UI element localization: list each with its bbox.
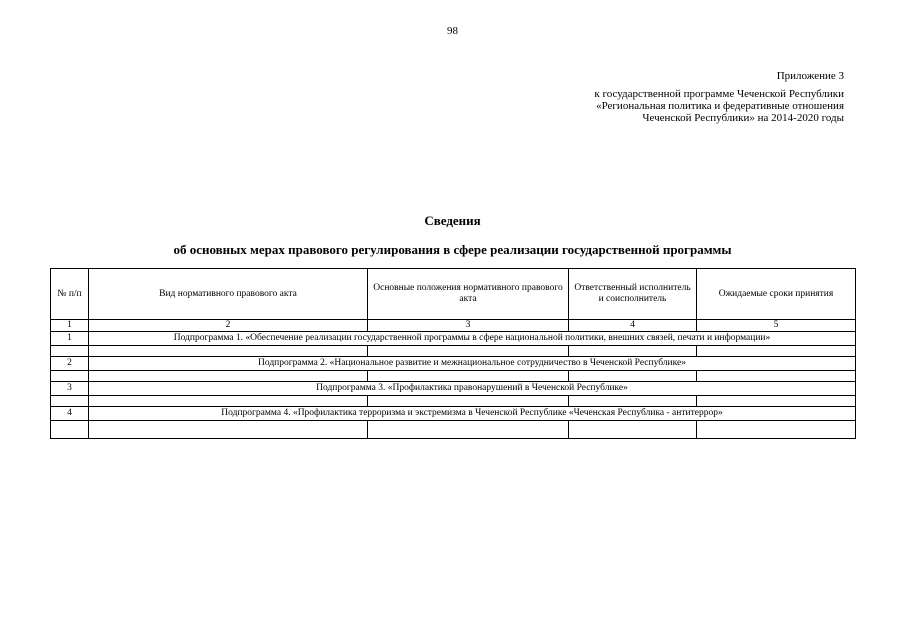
- subprogram-row: [51, 357, 856, 371]
- page-number: 98: [447, 25, 458, 37]
- column-number: 1: [51, 320, 89, 332]
- header-act-type: Вид нормативного правового акта: [89, 269, 368, 320]
- empty-cell: [697, 421, 856, 439]
- empty-cell: [51, 346, 89, 357]
- empty-cell: [89, 396, 368, 407]
- document-subtitle: об основных мерах правового регулирования в сфере реализации государственной программы: [173, 242, 732, 257]
- document-title: Сведения: [424, 213, 481, 228]
- empty-cell: [569, 371, 697, 382]
- table-row: [51, 421, 856, 439]
- column-number: 3: [368, 320, 569, 332]
- column-number: 5: [697, 320, 856, 332]
- subprogram-number: 2: [51, 357, 89, 371]
- appendix-line: «Региональная политика и федеративные отношения: [596, 100, 844, 112]
- appendix-line: Чеченской Республики» на 2014-2020 годы: [642, 112, 844, 124]
- appendix-line: к государственной программе Чеченской Республики: [594, 88, 844, 100]
- column-number: 4: [569, 320, 697, 332]
- empty-cell: [697, 396, 856, 407]
- header-provisions: Основные положения нормативного правового акта: [368, 269, 569, 320]
- column-number: 2: [89, 320, 368, 332]
- empty-cell: [89, 346, 368, 357]
- subprogram-title: Подпрограмма 2. «Национальное развитие и межнациональное сотрудничество в Чеченской Республике»: [89, 357, 856, 371]
- empty-cell: [368, 396, 569, 407]
- empty-cell: [368, 421, 569, 439]
- empty-cell: [89, 421, 368, 439]
- subprogram-row: [51, 332, 856, 346]
- empty-cell: [368, 371, 569, 382]
- table-row: [51, 396, 856, 407]
- subprogram-title: Подпрограмма 4. «Профилактика терроризма и экстремизма в Чеченской Республике «Чеченская Республика - антитеррор»: [89, 407, 856, 421]
- empty-cell: [51, 396, 89, 407]
- column-number-row: [51, 320, 856, 332]
- subprogram-number: 3: [51, 382, 89, 396]
- header-number: № п/п: [51, 269, 89, 320]
- empty-cell: [697, 346, 856, 357]
- empty-cell: [51, 421, 89, 439]
- appendix-description: [594, 88, 844, 124]
- subprogram-title: Подпрограмма 1. «Обеспечение реализации государственной программы в сфере национальной политики, внешних связей, печати и информации»: [89, 332, 856, 346]
- table-row: [51, 371, 856, 382]
- appendix-label: Приложение 3: [776, 70, 844, 82]
- subprogram-title: Подпрограмма 3. «Профилактика правонарушений в Чеченской Республике»: [89, 382, 856, 396]
- subprogram-number: 1: [51, 332, 89, 346]
- empty-cell: [368, 346, 569, 357]
- empty-cell: [569, 421, 697, 439]
- subprogram-number: 4: [51, 407, 89, 421]
- empty-cell: [697, 371, 856, 382]
- header-deadline: Ожидаемые сроки принятия: [697, 269, 856, 320]
- empty-cell: [51, 371, 89, 382]
- empty-cell: [569, 346, 697, 357]
- table-header-row: [51, 269, 856, 320]
- empty-cell: [569, 396, 697, 407]
- empty-cell: [89, 371, 368, 382]
- subprogram-row: [51, 382, 856, 396]
- subprogram-row: [51, 407, 856, 421]
- header-executor: Ответственный исполнитель и соисполнитель: [569, 269, 697, 320]
- measures-table: [50, 268, 856, 439]
- table-row: [51, 346, 856, 357]
